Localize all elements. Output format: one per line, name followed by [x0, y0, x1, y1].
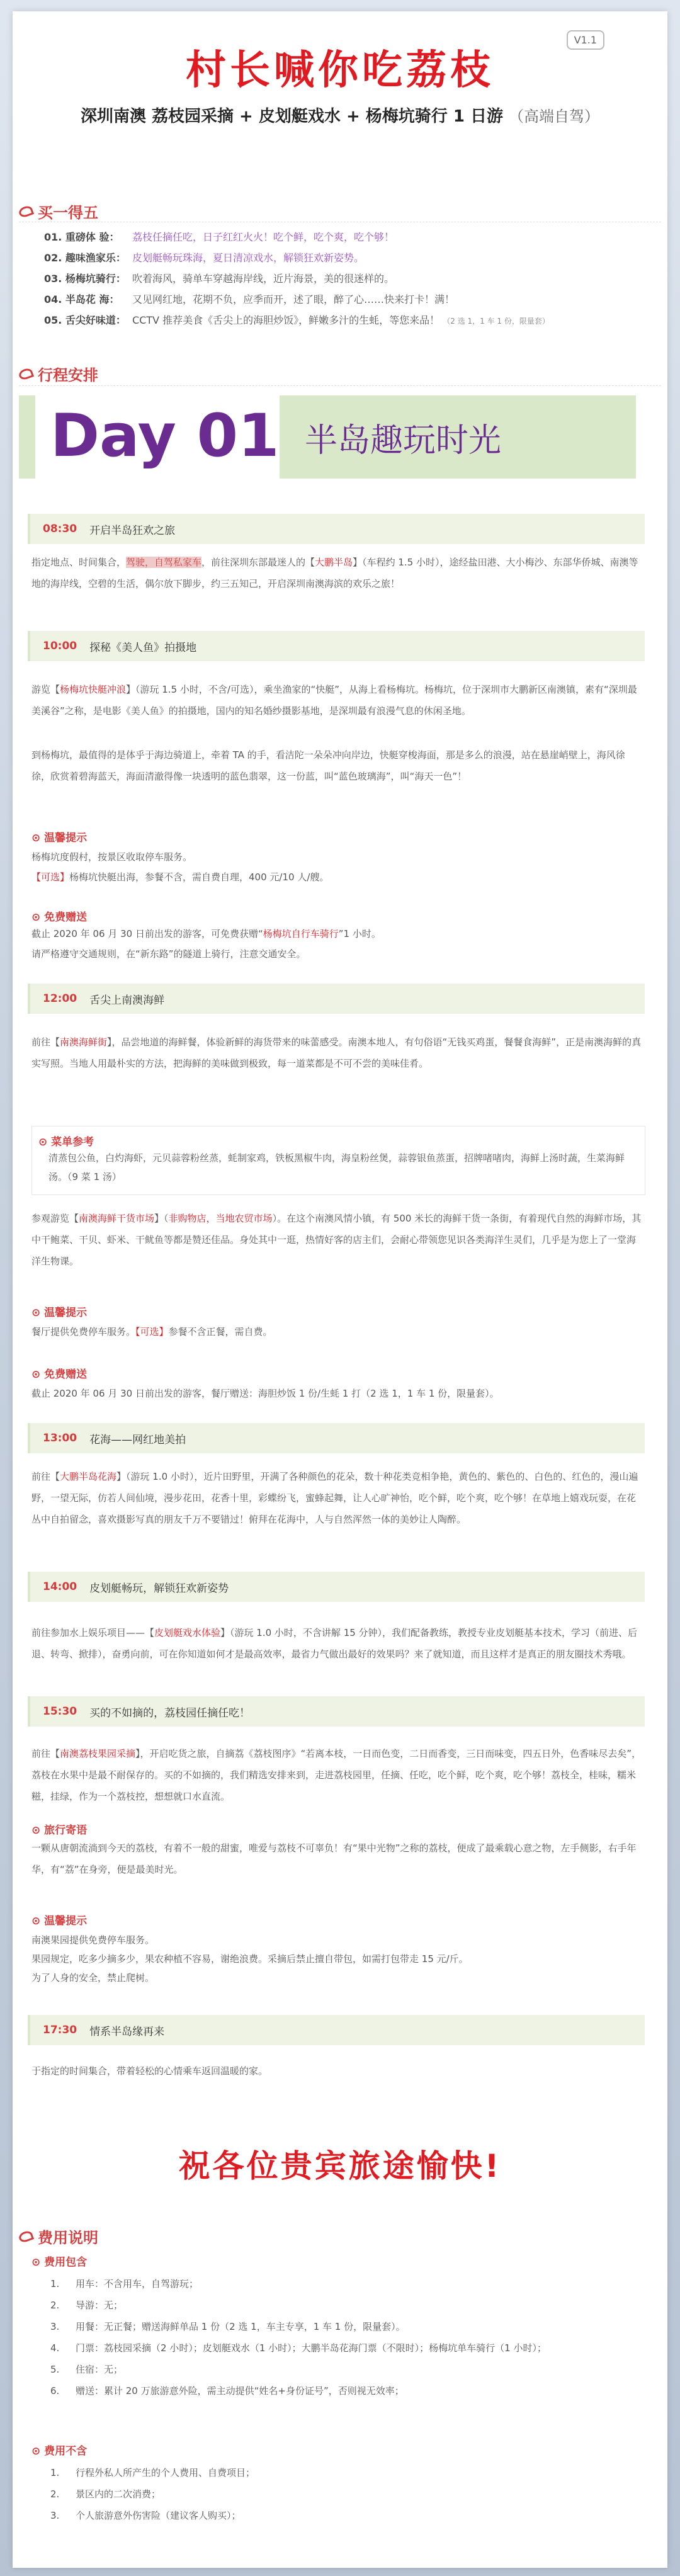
block-time: 08:30: [43, 523, 77, 535]
section-fees-heading: [19, 2225, 98, 2247]
item-text: 个人旅游意外伤害险（建议客人购买）；: [76, 2510, 241, 2521]
highlight: 皮划艇戏水体验: [154, 1627, 221, 1638]
text: 参餐不含正餐，需自费。: [168, 1326, 273, 1337]
text: 】（游玩 1.5 小时，不含/可选），乘坐渔家的“快艇”，从海上看杨梅坑。杨梅坑，位于深圳市大鹏新区南澳镇，素有“深圳最美溪谷”之称，是电影《美人鱼》的拍摄地，国内的知名婚纱摄影基地，是深圳最有浪漫气息的休闲圣地。: [31, 684, 637, 717]
tip-line: 为了人身的安全，禁止爬树。: [31, 1972, 155, 1983]
item-text: 门票：荔枝园采摘（2 小时）；皮划艇戏水（1 小时）；大鹏半岛花海门票（不限时）；杨梅坑单车骑行（1 小时）；: [76, 2342, 547, 2354]
highlight: 驾驶，自驾私家车: [126, 557, 202, 568]
section-title: 费用说明: [38, 2229, 98, 2247]
list-item: [44, 289, 623, 310]
item-text: 住宿：无；: [76, 2364, 123, 2375]
list-item: 6. 赠送：累计 20 万旅游意外险，需主动提供“姓名+身份证号”，否则视无效率；: [50, 2385, 404, 2397]
item-value: 荔枝任摘任吃，日子红红火火！吃个鲜，吃个爽，吃个够！: [132, 231, 395, 243]
tip-line: 杨梅坑度假村，按景区收取停车服务。: [31, 851, 193, 863]
paragraph: [31, 1743, 642, 1807]
block-title: 开启半岛狂欢之旅: [89, 524, 176, 537]
item-value: 皮划艇畅玩珠海，夏日清凉戏水，解锁狂欢新姿势。: [132, 252, 365, 264]
list-item: 4. 门票：荔枝园采摘（2 小时）；皮划艇戏水（1 小时）；大鹏半岛花海门票（不限时）；杨梅坑单车骑行（1 小时）；: [50, 2342, 547, 2354]
text: 】（游玩 1.0 小时），近片田野里，开满了各种颜色的花朵，数十种花类竞相争艳，黄色的、紫色的、白色的、红色的，漫山遍野，一望无际，仿若人间仙境，漫步花田，花香十里，彩蝶纷飞，蜜蜂起舞，让人心旷神怡，吃个鲜，吃个爽，吃个够！在草地上嬉戏玩耍，在花丛中自拍留念，喜欢摄影写真的朋友千万不要错过！俯拜在花海中，人与自然浑然一体的美妙让人陶醉。: [31, 1471, 638, 1525]
fees-exclude-title: 费用不含: [44, 2445, 88, 2458]
list-item: 3. 个人旅游意外伤害险（建议客人购买）；: [50, 2510, 241, 2521]
trip-heading: ⊙ 旅行寄语: [31, 1824, 88, 1837]
list-item: [44, 247, 623, 268]
blessing-text: 祝各位贵宾旅途愉快!: [178, 2148, 502, 2184]
text: 餐厅提供免费停车服务。: [31, 1326, 136, 1337]
text: 指定地点、时间集合，: [31, 557, 127, 568]
time-block-bar: [28, 1696, 645, 1727]
block-title: 买的不如摘的，荔枝园任摘任吃！: [89, 1706, 251, 1720]
free-line: 请严格遵守交通规则，在“新东路”的隧道上骑行，注意交通安全。: [31, 948, 306, 960]
list-item: 1. 行程外私人所产生的个人费用、自费项目；: [50, 2467, 256, 2478]
list-item: 3. 用餐：无正餐；赠送海鲜单品 1 份（2 选 1，车主专享，1 车 1 份，限量套）。: [50, 2321, 405, 2332]
link-icon: [18, 2229, 34, 2244]
section-title: 行程安排: [38, 366, 98, 384]
item-value: CCTV 推荐美食《舌尖上的海胆炒饭》，鲜嫩多汁的生蚝，等您来品！: [132, 314, 440, 326]
link-icon: [18, 204, 34, 218]
list-item: [44, 310, 623, 332]
optional-tag: 【可选】: [31, 871, 70, 883]
block-time: 15:30: [43, 1705, 77, 1718]
highlight: 非购物店，当地农贸市场: [168, 1213, 273, 1224]
highlight: 大鹏半岛花海: [60, 1471, 117, 1482]
text: 杨梅坑快艇出海，参餐不含，需自费自理，400 元/10 人/艘。: [69, 871, 329, 883]
free-heading: ⊙ 免费赠送: [31, 1368, 88, 1381]
highlight: 南澳海鲜街: [60, 1036, 108, 1048]
list-item: [44, 227, 623, 247]
section-title: 买一得五: [38, 204, 98, 222]
paragraph: [31, 552, 642, 594]
free-title: 免费赠送: [44, 1368, 88, 1381]
tip-title: 温馨提示: [44, 832, 88, 844]
fees-exclude-heading: ⊙ 费用不含: [31, 2445, 88, 2458]
list-item: 2. 导游：无；: [50, 2300, 123, 2311]
trip-title: 旅行寄语: [44, 1824, 88, 1837]
tip-line: [31, 868, 636, 887]
item-text: 用车：不含用车，自驾游玩；: [76, 2278, 199, 2289]
block-time: 17:30: [43, 2024, 77, 2036]
section-itinerary-heading: [19, 363, 98, 385]
text: ，前往深圳东部最迷人的【: [201, 557, 315, 568]
divider: [19, 385, 661, 386]
menu-heading: ⊙ 菜单参考: [38, 1136, 94, 1149]
item-key: 03. 杨梅坑骑行：: [44, 273, 126, 285]
paragraph: [31, 1466, 642, 1530]
fees-exclude-list: [50, 2462, 617, 2526]
text: 游览【: [31, 684, 60, 695]
item-key: 05. 舌尖好味道：: [44, 314, 126, 326]
day-number: Day 01: [50, 402, 280, 470]
time-block-bar: [28, 984, 645, 1014]
text: 前往【: [31, 1748, 60, 1759]
section-buy-heading: [19, 200, 98, 222]
text: 】（车程约 1.5 小时），途经盐田港、大小梅沙、东部华侨城、南澳等地的海岸线，空碧的生活，偶尔放下脚步，约三五知己，开启深圳南澳海滨的欢乐之旅！: [31, 557, 638, 589]
optional-tag: 【可选】: [135, 1326, 169, 1337]
menu-body: 清蒸包公鱼，白灼海虾，元贝蒜蓉粉丝蒸，蚝制家鸡，铁板黑椒牛肉，海皇粉丝煲，蒜蓉银鱼蒸蛋，招牌啫啫肉，海鲜上汤时蔬，生菜海鲜汤。（9 菜 1 汤）: [48, 1152, 625, 1183]
highlight: 杨梅坑快艇冲浪: [60, 684, 127, 695]
highlight: 南澳海鲜干货市场: [79, 1213, 155, 1224]
highlight: 南澳荔枝果园采摘: [60, 1748, 136, 1759]
free-line: 截止 2020 年 06 月 30 日前出发的游客，餐厅赠送：海胆炒饭 1 份/生蚝 1 打（2 选 1，1 车 1 份，限量套）。: [31, 1388, 499, 1399]
item-note: （2 选 1，1 车 1 份，限量套）: [443, 317, 550, 326]
tip-title: 温馨提示: [44, 1307, 88, 1319]
tip-heading: ⊙ 温馨提示: [31, 832, 88, 844]
buy-list: [44, 227, 623, 332]
text: 前往【: [31, 1471, 60, 1482]
highlight: 杨梅坑自行车骑行: [263, 928, 339, 939]
text: 】（: [154, 1213, 169, 1224]
link-icon: [18, 366, 34, 381]
paragraph: [31, 1208, 642, 1272]
list-item: 1. 用车：不含用车，自驾游玩；: [50, 2278, 199, 2289]
list-item: 2. 景区内的二次消费；: [50, 2488, 161, 2500]
item-text: 用餐：无正餐；赠送海鲜单品 1 份（2 选 1，车主专享，1 车 1 份，限量套）。: [76, 2321, 405, 2332]
item-value: 吹着海风，骑单车穿越海岸线，近片海景，美的很迷样的。: [132, 273, 395, 285]
free-title: 免费赠送: [44, 911, 88, 924]
paragraph: [31, 679, 642, 722]
tip-line: 南澳果园提供免费停车服务。: [31, 1934, 155, 1946]
fees-include-title: 费用包含: [44, 2256, 88, 2269]
paragraph: [31, 1622, 642, 1665]
block-time: 13:00: [43, 1432, 77, 1444]
subtitle-note: （高端自驾）: [509, 108, 600, 125]
item-key: 01. 重磅体 验：: [44, 231, 120, 243]
item-text: 赠送：累计 20 万旅游意外险，需主动提供“姓名+身份证号”，否则视无效率；: [76, 2385, 404, 2397]
block-title: 舌尖上南澳海鲜: [89, 994, 165, 1007]
page-title: 村长喊你吃荔枝: [186, 47, 494, 94]
text: ”1 小时。: [338, 928, 381, 939]
time-block-bar: [28, 1423, 645, 1453]
day-title-box: [280, 395, 636, 479]
item-text: 导游：无；: [76, 2300, 123, 2311]
text: ）。在这个南澳风情小镇，有 500 米长的海鲜干货一条街，有着现代自然的海鲜市场，其中干鲍菜、干贝、虾米、干鱿鱼等都是赞还佳品。身处其中一逛，热情好客的店主们，会耐心带领您见识各类海洋生灵们，几乎是为您上了一堂海洋生物课。: [31, 1213, 642, 1267]
item-value: 又见网红地，花期不负，应季而开，述了眼，醉了心……快来打卡！满！: [132, 293, 455, 305]
text: 前往参加水上娱乐项目——【: [31, 1627, 155, 1638]
item-key: 04. 半岛花 海：: [44, 293, 120, 305]
text: 截止 2020 年 06 月 30 日前出发的游客，可免费获赠“: [31, 928, 263, 939]
item-text: 景区内的二次消费；: [76, 2488, 161, 2500]
tip-title: 温馨提示: [44, 1915, 88, 1927]
paragraph: 一颗从唐朝流淌到今天的荔枝，有着不一般的甜蜜，唯爱与荔枝不可辜负！有“果中光物”之称的荔枝，便成了最乘载心意之物，左手侧影，右手年华，有“荔”在身旁，便是最美时光。: [31, 1842, 637, 1875]
list-item: [44, 268, 623, 289]
tip-line: [31, 1322, 636, 1341]
fees-include-heading: ⊙ 费用包含: [31, 2256, 88, 2269]
tip-heading: ⊙ 温馨提示: [31, 1307, 88, 1319]
paragraph: 于指定的时间集合，带着轻松的心情乘车返回温暖的家。: [31, 2065, 268, 2077]
day-title: 半岛趣玩时光: [305, 421, 502, 460]
page-subtitle: [0, 103, 680, 127]
text: 参观游览【: [31, 1213, 79, 1224]
free-heading: ⊙ 免费赠送: [31, 911, 88, 924]
block-title: 情系半岛缘再来: [89, 2025, 165, 2038]
time-block-bar: [28, 514, 645, 544]
fees-include-list: [50, 2273, 617, 2402]
text: 】，开启吃货之旅，自摘荔《荔枝图序》“若离本枝，一日而色变，二日而香变，三日而味变，四五日外，色香味尽去矣”，荔枝在水果中是最不耐保存的。买的不如摘的，我们精选安排来到，走进荔枝园里，任摘、任吃，吃个鲜，吃个爽，吃个够！荔枝全，桂味，糯米糍，挂绿，作为一个荔枝控，想想就口水直流。: [31, 1748, 642, 1802]
block-time: 14:00: [43, 1580, 77, 1593]
list-item: 5. 住宿：无；: [50, 2364, 123, 2375]
tip-line: 果园规定，吃多少摘多少，果农种植不容易，谢绝浪费。采摘后禁止擅自带包，如需打包带走 15 元/斤。: [31, 1953, 468, 1965]
block-time: 12:00: [43, 992, 77, 1005]
highlight: 大鹏半岛: [315, 557, 353, 568]
block-time: 10:00: [43, 640, 77, 652]
text: 】（游玩 1.0 小时，不含讲解 15 分钟），我们配备教练，教授专业皮划艇基本技术，学习（前进、后退、转弯、掀排），奋勇向前，可在你知道如何才是最高效率，最省力气做出最好的效果吗？来了就知道，而且这样才是真正的朋友圈技术秀哦。: [31, 1627, 638, 1660]
item-text: 行程外私人所产生的个人费用、自费项目；: [76, 2467, 256, 2478]
block-title: 花海——网红地美拍: [89, 1433, 186, 1446]
free-line: [31, 924, 636, 943]
day-banner: [19, 395, 636, 479]
block-title: 皮划艇畅玩，解锁狂欢新姿势: [89, 1582, 229, 1595]
paragraph: [31, 1031, 642, 1074]
time-block-bar: [28, 2015, 645, 2045]
text: 】，品尝地道的海鲜餐，体验新鲜的海货带来的味蕾感受。南澳本地人，有句俗语“无钱买鸡蛋，餐餐食海鲜”，正是南澳海鲜的真实写照。当地人用最朴实的方法，把海鲜的美味做到极致，每一道菜都是不可不尝的美味佳肴。: [31, 1036, 642, 1069]
menu-title: 菜单参考: [51, 1136, 94, 1149]
block-title: 探秘《美人鱼》拍摄地: [89, 641, 197, 654]
paragraph: 到杨梅坑，最值得的是体乎于海边骑道上，牵着 TA 的手，看洁陀一朵朵冲向岸边，快艇穿梭海面，那是多么的浪漫，站在悬崖峭壁上，海风徐徐，欣赏着碧海蓝天，海面清澈得像一块透明的蓝色翡翠，这一份蓝，叫“蓝色玻璃海”，叫“海天一色”！: [31, 749, 625, 782]
tip-heading: ⊙ 温馨提示: [31, 1915, 88, 1927]
text: 前往【: [31, 1036, 60, 1048]
item-key: 02. 趣味渔家乐：: [44, 252, 126, 264]
time-block-bar: [28, 631, 645, 661]
time-block-bar: [28, 1572, 645, 1602]
version-badge: V1.1: [567, 30, 604, 50]
subtitle-text: 深圳南澳 荔枝园采摘 + 皮划艇戏水 + 杨梅坑骑行 1 日游: [80, 107, 503, 126]
banner-accent: [19, 395, 35, 479]
menu-card: [31, 1126, 645, 1195]
